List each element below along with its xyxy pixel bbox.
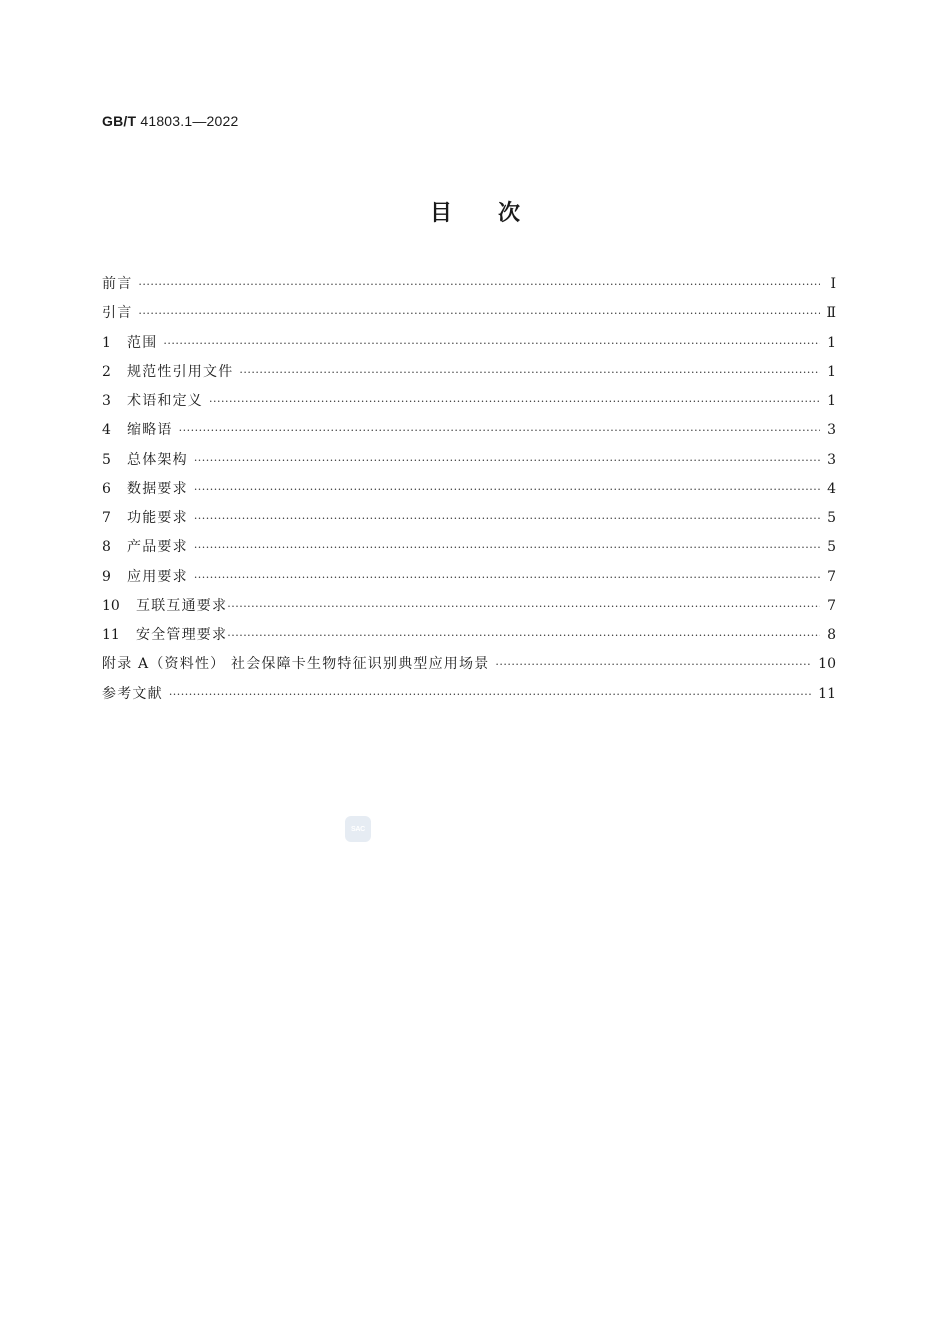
toc-label: 范围 [127,334,158,351]
toc-row-introduction[interactable] [102,299,836,328]
toc-number: 7 [102,510,111,526]
toc-page: 11 [818,685,836,702]
toc-label: 引言 [102,305,133,322]
standard-code-prefix: GB/T [102,113,137,129]
toc-row-section-7[interactable] [102,504,836,533]
toc-label: 前言 [102,276,133,292]
toc-row-section-9[interactable] [102,563,836,592]
toc-leader [138,299,820,328]
toc-page: 8 [827,627,836,643]
toc-page: 5 [827,510,836,526]
toc-label: 总体架构 [127,451,188,468]
toc-number: 6 [102,480,111,497]
toc-label: 安全管理要求 [136,627,228,643]
toc-row-bibliography[interactable] [102,680,836,709]
toc-row-section-8[interactable] [102,533,836,562]
toc-list [102,270,836,709]
toc-page: 1 [827,363,836,380]
toc-row-section-4[interactable] [102,416,836,445]
toc-label: 产品要求 [127,539,188,556]
toc-label: 缩略语 [127,422,173,439]
toc-row-section-1[interactable] [102,329,836,358]
toc-number: 10 [102,597,120,614]
toc-leader [227,621,820,650]
toc-page: 5 [827,539,836,556]
toc-row-section-10[interactable] [102,592,836,621]
toc-leader [169,680,812,709]
standard-code-number: 41803.1—2022 [140,113,239,129]
toc-row-foreword[interactable] [102,270,836,299]
toc-label: 规范性引用文件 [127,363,234,380]
sac-watermark-icon: SAC [345,816,371,842]
toc-label: 互联互通要求 [136,597,228,614]
toc-leader [194,446,820,475]
toc-label: 数据要求 [127,480,188,497]
toc-row-section-3[interactable] [102,387,836,416]
toc-leader [163,329,820,358]
toc-leader [179,416,820,445]
toc-number: 8 [102,539,111,556]
toc-label: 附录 A（资料性） 社会保障卡生物特征识别典型应用场景 [102,656,490,673]
toc-page: 10 [818,656,836,673]
toc-leader [209,387,820,416]
toc-page: 7 [827,597,836,614]
toc-label: 功能要求 [127,510,188,526]
toc-row-section-2[interactable] [102,358,836,387]
toc-leader [194,475,820,504]
toc-page: Ⅱ [826,305,836,322]
standard-code [102,113,239,129]
toc-row-section-11[interactable] [102,621,836,650]
toc-title: 目次 [429,201,566,226]
toc-number: 5 [102,451,111,468]
toc-leader [227,592,820,621]
toc-number: 11 [102,627,120,643]
toc-row-appendix-a[interactable] [102,650,836,679]
toc-label: 术语和定义 [127,393,203,409]
toc-number: 4 [102,422,111,439]
toc-leader [194,533,820,562]
toc-number: 2 [102,363,111,380]
toc-leader [194,504,820,533]
toc-number: 3 [102,393,111,409]
toc-leader [194,563,820,592]
toc-page: 3 [827,451,836,468]
toc-row-section-6[interactable] [102,475,836,504]
toc-page: 7 [827,568,836,585]
toc-leader [138,270,820,299]
toc-label: 应用要求 [127,568,188,585]
toc-number: 1 [102,334,111,351]
toc-page: 3 [827,422,836,439]
toc-page: 1 [827,334,836,351]
toc-page: 4 [827,480,836,497]
toc-leader [239,358,820,387]
toc-number: 9 [102,568,111,585]
toc-row-section-5[interactable] [102,446,836,475]
toc-page: 1 [827,393,836,409]
toc-leader [495,650,812,679]
toc-page: Ⅰ [830,276,836,292]
toc-label: 参考文献 [102,685,163,702]
